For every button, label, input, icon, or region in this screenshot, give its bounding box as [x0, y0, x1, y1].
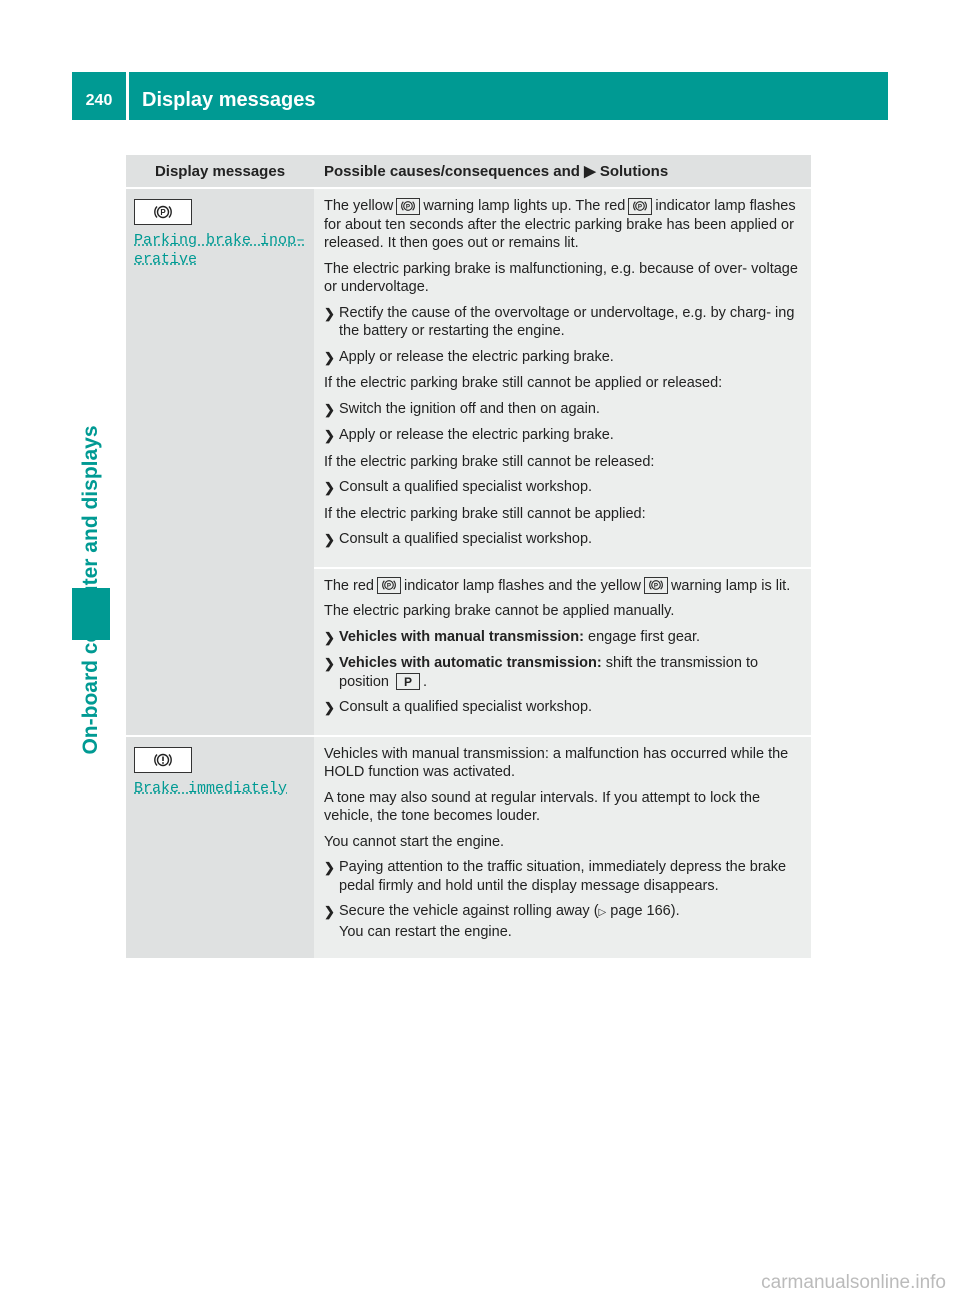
- causes-cell: [314, 189, 811, 567]
- step-text: [339, 698, 592, 718]
- svg-text:P: P: [386, 582, 392, 590]
- step-arrow-icon: ❯: [324, 532, 335, 547]
- svg-text:P: P: [160, 208, 166, 217]
- step-body: Consult a qualified specialist workshop.: [339, 699, 593, 715]
- parking-brake-lamp-icon: [644, 577, 668, 594]
- text-part: The yellow: [324, 198, 394, 214]
- step-body: engage first gear.: [588, 628, 701, 645]
- instruction-step: [324, 902, 803, 941]
- instruction-step: [324, 698, 803, 718]
- paragraph: You cannot start the engine.: [324, 833, 505, 850]
- instruction-step: [324, 400, 803, 420]
- col-header-solutions-text: Solutions: [599, 163, 669, 180]
- page-ref-arrow-icon: ▷: [598, 907, 607, 918]
- paragraph: The electric parking brake cannot be applied manually.: [324, 603, 675, 619]
- svg-text:P: P: [406, 203, 411, 211]
- step-text: [339, 304, 803, 341]
- park-position-icon: P: [396, 673, 420, 690]
- text-part: indicator lamp flashes for about ten seconds after the electric parking brake has been applied or released. It then goes out or remains lit.: [324, 198, 796, 251]
- col-header-messages: Display messages: [154, 162, 286, 180]
- table-header: [126, 155, 811, 189]
- play-arrow-icon: ▶: [584, 163, 596, 180]
- step-arrow-icon: ❯: [324, 401, 335, 417]
- parking-brake-lamp-icon: [377, 577, 401, 594]
- instruction-step: [324, 348, 803, 368]
- page-reference[interactable]: page 166: [606, 903, 671, 919]
- display-message-text: Parking brake inop– erative: [134, 232, 306, 268]
- step-body: Apply or release the electric parking brake.: [339, 427, 614, 443]
- causes-column: [314, 189, 811, 735]
- parking-brake-lamp-icon: [628, 198, 652, 215]
- step-arrow-icon: ❯: [324, 480, 335, 495]
- step-body: Apply or release the electric parking brake.: [339, 348, 614, 365]
- step-text: [339, 530, 592, 550]
- step-arrow-icon: ❯: [324, 629, 335, 645]
- step-text: [339, 426, 614, 446]
- text-part: warning lamp lights up. The red: [423, 198, 626, 214]
- paragraph: A tone may also sound at regular intervals. If you attempt to lock the vehicle, the tone becomes louder.: [324, 789, 761, 824]
- paragraph: If the electric parking brake still cannot be applied or released:: [324, 375, 723, 391]
- step-after: ).: [670, 903, 680, 919]
- step-condition: Vehicles with automatic transmission:: [339, 655, 602, 671]
- step-text: [339, 400, 600, 420]
- brake-warning-lamp-icon: [134, 747, 192, 773]
- text-part: warning lamp is lit.: [670, 577, 791, 594]
- step-body: Switch the ignition off and then on again.: [339, 400, 600, 417]
- svg-text:P: P: [653, 582, 659, 590]
- instruction-step: [324, 304, 803, 341]
- step-condition: Vehicles with manual transmission:: [339, 628, 584, 645]
- step-text: [339, 628, 700, 648]
- display-messages-table: [126, 155, 811, 958]
- paragraph: If the electric parking brake still cannot be released:: [324, 453, 655, 470]
- step-body: Rectify the cause of the overvoltage or undervoltage, e.g. by charg- ing the battery or restarting the engine.: [339, 304, 795, 339]
- display-message-text: Brake immediately: [134, 779, 288, 797]
- table-body: [126, 189, 811, 958]
- instruction-step: [324, 530, 803, 550]
- header-divider: [126, 72, 129, 120]
- step-text: [339, 858, 803, 895]
- instruction-step: [324, 654, 803, 691]
- side-tab: [72, 200, 110, 640]
- table-row: [126, 189, 811, 735]
- instruction-step: [324, 426, 803, 446]
- watermark: carmanualsonline.info: [761, 1272, 946, 1293]
- header-title: Display messages: [142, 89, 316, 111]
- step-arrow-icon: ❯: [324, 860, 335, 875]
- step-body: shift the transmission to position: [339, 655, 759, 690]
- step-suffix: .: [423, 673, 428, 690]
- step-arrow-icon: ❯: [324, 349, 335, 365]
- step-body: Consult a qualified specialist workshop.: [339, 531, 593, 547]
- instruction-step: [324, 858, 803, 895]
- step-arrow-icon: ❯: [324, 305, 335, 321]
- message-cell: [126, 189, 314, 735]
- col-header-causes-text: Possible causes/consequences and: [324, 163, 580, 180]
- step-body: Consult a qualified specialist workshop.: [339, 479, 593, 495]
- message-cell: [126, 737, 314, 959]
- step-arrow-icon: ❯: [324, 904, 335, 919]
- paragraph: The electric parking brake is malfunctioning, e.g. because of over- voltage or undervoltage.: [324, 260, 798, 295]
- instruction-step: [324, 628, 803, 648]
- causes-column: [314, 737, 811, 959]
- text-part: The red: [324, 577, 374, 594]
- instruction-step: [324, 478, 803, 498]
- paragraph: Vehicles with manual transmission: a malfunction has occurred while the HOLD function was activated.: [324, 745, 789, 780]
- parking-brake-lamp-icon: [396, 198, 420, 215]
- step-body: Secure the vehicle against rolling away (: [339, 903, 599, 919]
- col-header-causes: [314, 162, 811, 180]
- step-body: Paying attention to the traffic situation, immediately depress the brake pedal firmly and hold until the display message disappears.: [339, 859, 787, 894]
- paragraph: If the electric parking brake still cannot be applied:: [324, 505, 646, 522]
- step-arrow-icon: ❯: [324, 656, 335, 671]
- svg-text:P: P: [638, 203, 643, 211]
- step-arrow-icon: ❯: [324, 428, 335, 443]
- step-text: [339, 478, 592, 498]
- paragraph: [324, 577, 803, 596]
- page-header: [72, 72, 888, 120]
- text-part: indicator lamp flashes and the yellow: [403, 577, 641, 594]
- parking-brake-lamp-icon: [134, 199, 192, 225]
- step-text: [339, 654, 803, 691]
- step-arrow-icon: ❯: [324, 700, 335, 715]
- causes-cell: [314, 569, 811, 735]
- paragraph: [324, 197, 803, 253]
- causes-cell: [314, 737, 811, 959]
- page-number: 240: [85, 92, 113, 109]
- step-text: [339, 902, 680, 941]
- table-row: [126, 737, 811, 959]
- step-result: You can restart the engine.: [339, 923, 512, 940]
- side-tab-marker: [72, 588, 110, 640]
- step-text: [339, 348, 614, 368]
